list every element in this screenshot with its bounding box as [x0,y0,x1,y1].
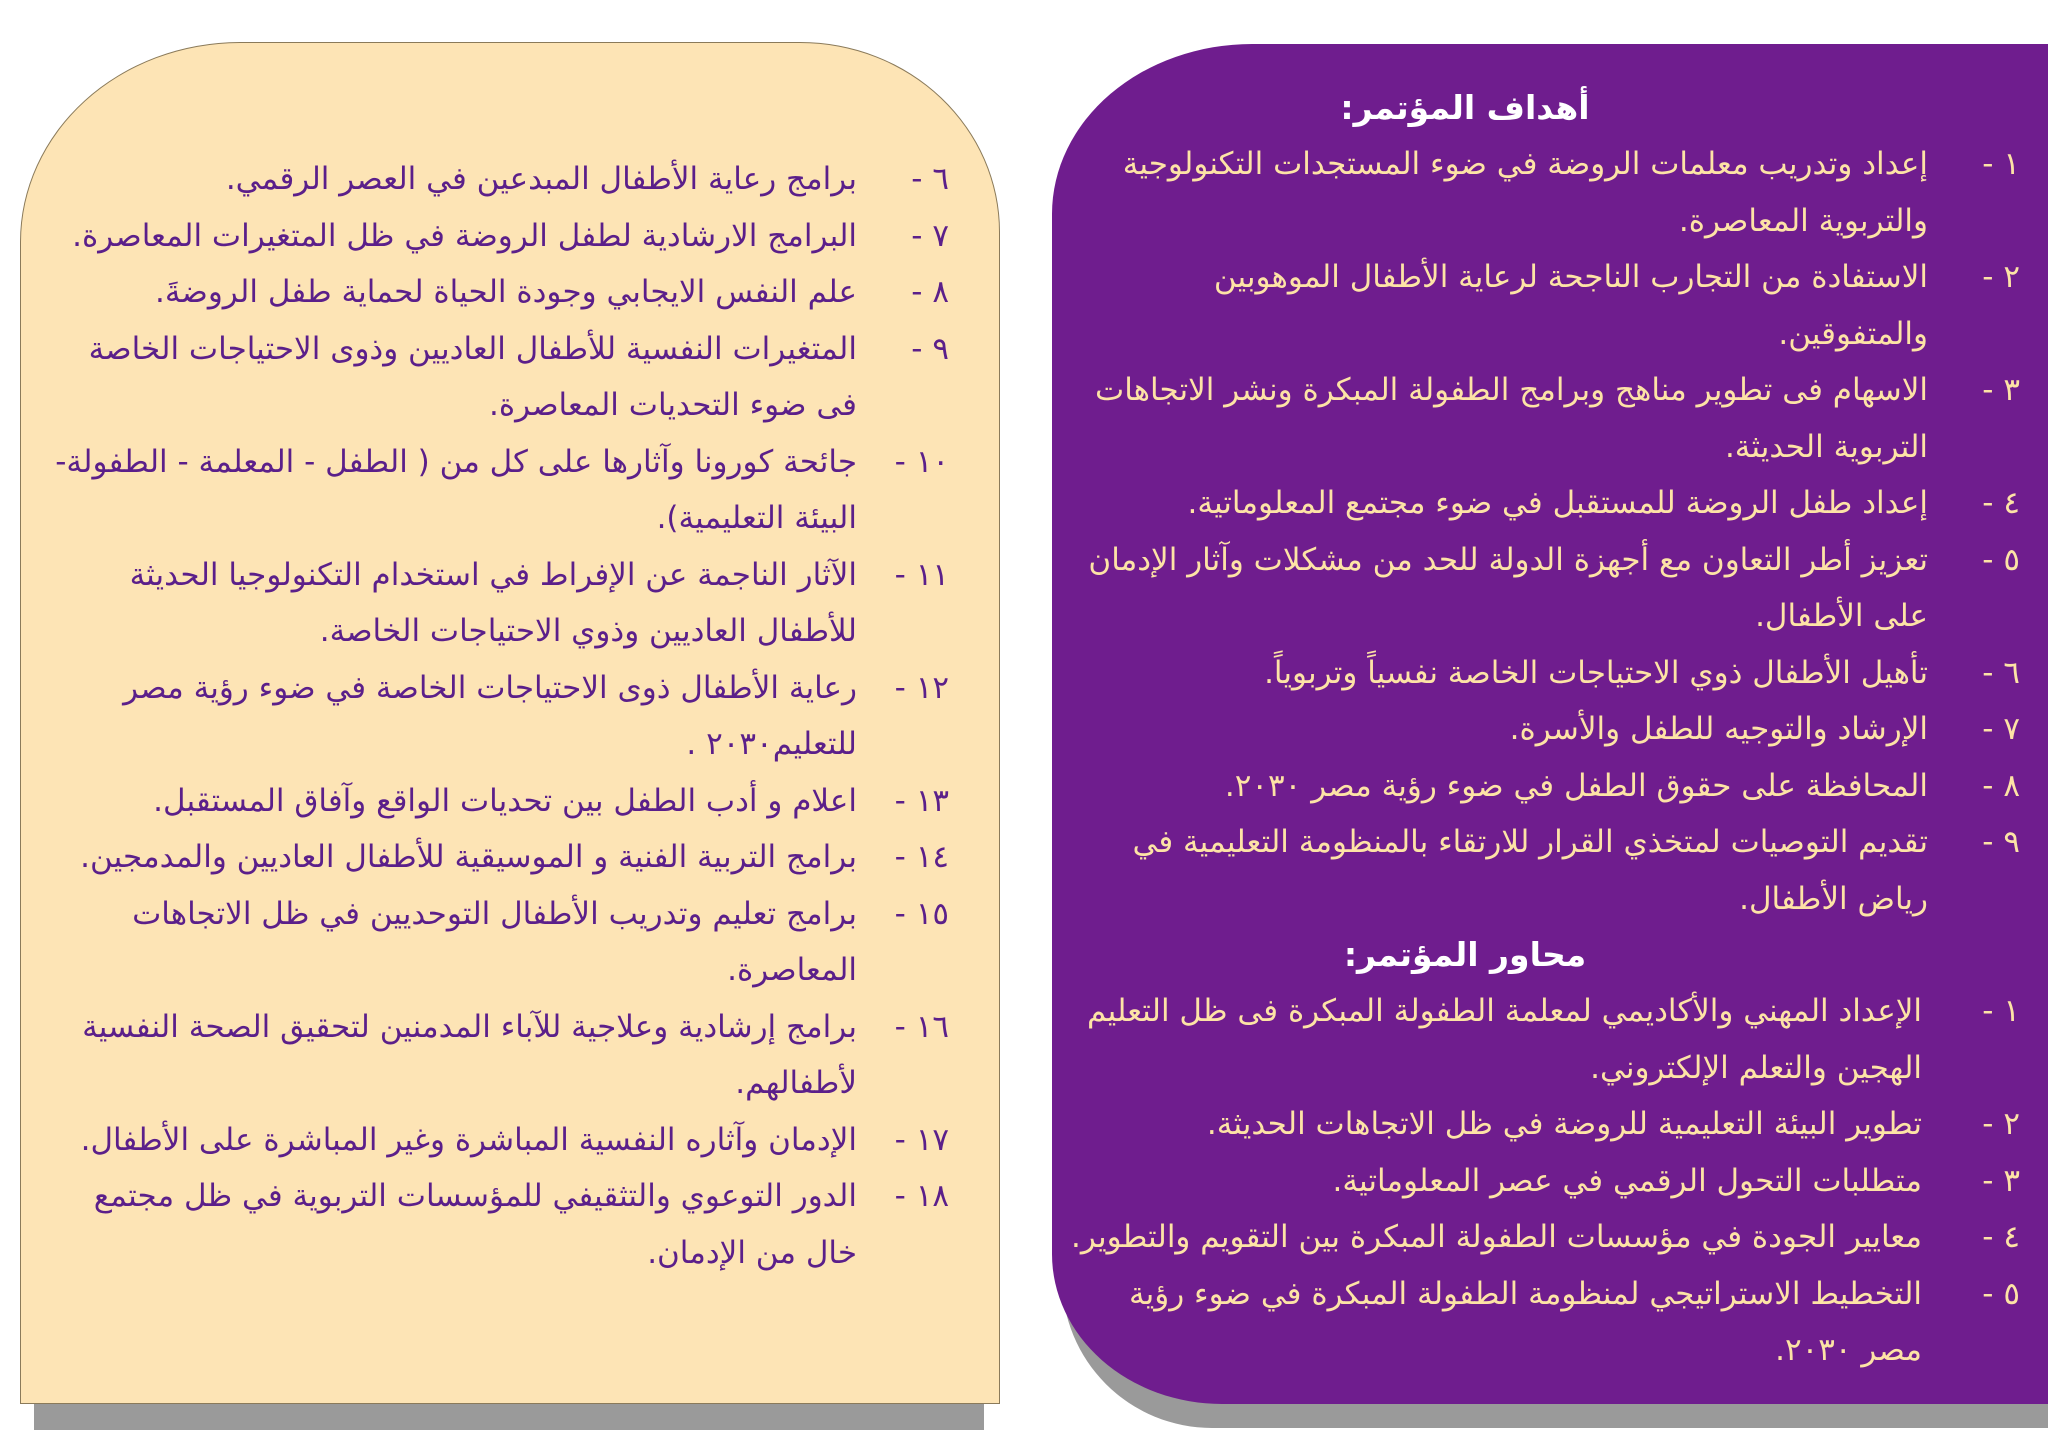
goal-item [1070,136,2020,249]
item-text: الاستفادة من التجارب الناجحة لرعاية الأطفال الموهوبين والمتفوقين. [1213,259,1928,352]
goal-item [1070,645,2020,702]
item-text: الإعداد المهني والأكاديمي لمعلمة الطفولة المبكرة فى ظل التعليم الهجين والتعلم الإلكتروني. [1086,993,1922,1086]
goal-item [1070,532,2020,645]
goal-item [1070,362,2020,475]
axes-continued-list [41,151,949,1281]
item-text: اعلام و أدب الطفل بين تحديات الواقع وآفاق المستقبل. [153,782,857,819]
item-number: ٨ - [911,274,949,310]
axis-item [41,829,949,886]
axis-item [41,264,949,321]
item-text: الإرشاد والتوجيه للطفل والأسرة. [1509,711,1928,747]
item-text: علم النفس الايجابي وجودة الحياة لحماية طفل الروضةَ. [155,274,857,310]
item-number: ١٥ - [894,895,949,932]
item-text: المحافظة على حقوق الطفل في ضوء رؤية مصر ٢٠٣٠. [1224,767,1928,804]
axis-item [1070,1096,2020,1153]
axis-item [41,208,949,265]
item-number: ٩ - [1982,824,2020,860]
goal-item [1070,758,2020,815]
item-text: المتغيرات النفسية للأطفال العاديين وذوى الاحتياجات الخاصة فى ضوء التحديات المعاصرة. [88,330,857,423]
item-text: معايير الجودة في مؤسسات الطفولة المبكرة بين التقويم والتطوير. [1070,1219,1922,1255]
item-number: ٧ - [911,217,949,254]
item-text: برامج إرشادية وعلاجية للآباء المدمنين لتحقيق الصحة النفسية لأطفالهم. [82,1008,857,1101]
axis-item [41,151,949,208]
goal-item [1070,701,2020,758]
item-text: برامج التربية الفنية و الموسيقية للأطفال العاديين والمدمجين. [80,839,857,875]
item-text: الإدمان وآثاره النفسية المباشرة وغير المباشرة على الأطفال. [80,1121,857,1158]
item-text: تأهيل الأطفال ذوي الاحتياجات الخاصة نفسياً وتربوياً. [1264,654,1928,691]
goal-item [1070,249,2020,362]
item-text: إعداد وتدريب معلمات الروضة في ضوء المستجدات التكنولوجية والتربوية المعاصرة. [1122,146,1928,239]
axis-item [41,547,949,660]
item-text: برامج تعليم وتدريب الأطفال التوحديين في ظل الاتجاهات المعاصرة. [132,895,857,988]
item-number: ٦ - [1982,654,2020,691]
item-number: ١٣ - [894,782,949,819]
item-number: ١٦ - [894,1008,949,1045]
item-text: تعزيز أطر التعاون مع أجهزة الدولة للحد من مشكلات وآثار الإدمان على الأطفال. [1088,541,1928,634]
item-number: ٧ - [1982,711,2020,747]
item-number: ٣ - [1982,372,2020,408]
item-number: ٣ - [1982,1162,2020,1199]
goals-heading: أهداف المؤتمر: [1340,88,1590,127]
axis-item [1070,1266,2020,1379]
axis-item [1070,1209,2020,1266]
axis-item [41,321,949,434]
axes-list [1070,983,2020,1379]
item-text: رعاية الأطفال ذوى الاحتياجات الخاصة في ضوء رؤية مصر للتعليم٢٠٣٠ . [123,669,857,762]
item-number: ١ - [1982,146,2020,182]
axis-item [41,886,949,999]
item-text: جائحة كورونا وآثارها على كل من ( الطفل - المعلمة - الطفولة- البيئة التعليمية). [55,443,857,536]
goals-and-axes-panel [1052,44,2048,1404]
item-number: ٩ - [911,330,949,367]
item-text: برامج رعاية الأطفال المبدعين في العصر الرقمي. [225,161,857,197]
axes-heading: محاور المؤتمر: [1343,935,1587,974]
axis-item [41,999,949,1112]
item-number: ٢ - [1982,259,2020,295]
axis-item [41,660,949,773]
item-number: ١٠ - [894,443,949,480]
axis-item [1070,1153,2020,1210]
goal-item [1070,475,2020,532]
item-number: ١ - [1982,993,2020,1029]
axes-continued-panel [20,42,1000,1404]
item-text: تقديم التوصيات لمتخذي القرار للارتقاء بالمنظومة التعليمية في رياض الأطفال. [1132,824,1928,917]
item-text: متطلبات التحول الرقمي في عصر المعلوماتية. [1332,1162,1922,1199]
item-number: ١٢ - [894,669,949,706]
item-text: إعداد طفل الروضة للمستقبل في ضوء مجتمع المعلوماتية. [1187,485,1928,521]
item-number: ١٨ - [894,1178,949,1214]
goal-item [1070,814,2020,927]
item-text: البرامج الارشادية لطفل الروضة في ظل المتغيرات المعاصرة. [72,217,857,254]
item-number: ٥ - [1982,541,2020,578]
item-number: ٢ - [1982,1106,2020,1142]
item-number: ٤ - [1982,485,2020,521]
axis-item [41,434,949,547]
goals-list [1070,136,2020,927]
item-text: تطوير البيئة التعليمية للروضة في ظل الاتجاهات الحديثة. [1206,1106,1922,1142]
item-number: ١٤ - [894,839,949,875]
item-text: الآثار الناجمة عن الإفراط في استخدام التكنولوجيا الحديثة للأطفال العاديين وذوي الاحتياجات الخاصة. [129,556,857,649]
item-number: ٦ - [911,161,949,197]
item-number: ١٧ - [894,1121,949,1158]
item-number: ٨ - [1982,767,2020,804]
item-text: الاسهام فى تطوير مناهج وبرامج الطفولة المبكرة ونشر الاتجاهات التربوية الحديثة. [1095,372,1928,465]
axis-item [41,773,949,830]
item-text: الدور التوعوي والتثقيفي للمؤسسات التربوية في ظل مجتمع خال من الإدمان. [93,1178,857,1271]
axis-item [41,1168,949,1281]
item-number: ٥ - [1982,1275,2020,1312]
item-text: التخطيط الاستراتيجي لمنظومة الطفولة المبكرة في ضوء رؤية مصر ٢٠٣٠. [1129,1275,1922,1368]
axis-item [41,1112,949,1169]
item-number: ١١ - [894,556,949,593]
axis-item [1070,983,2020,1096]
item-number: ٤ - [1982,1219,2020,1255]
